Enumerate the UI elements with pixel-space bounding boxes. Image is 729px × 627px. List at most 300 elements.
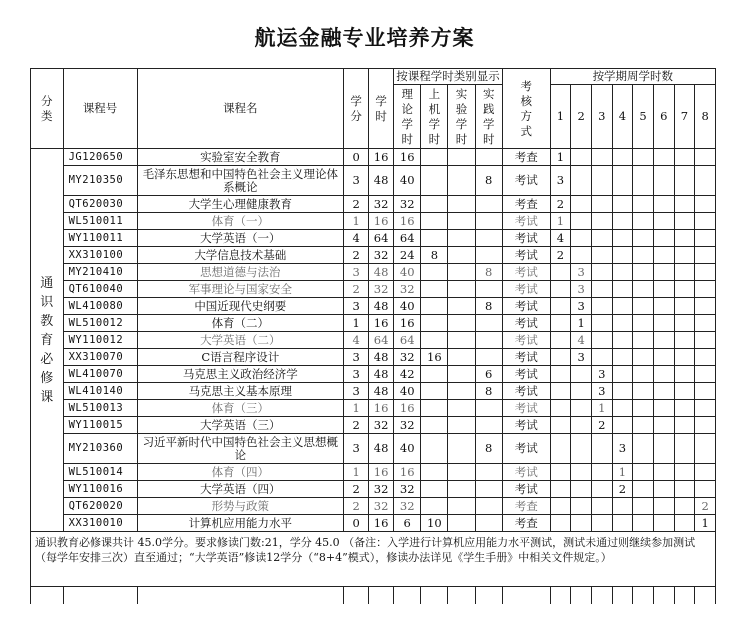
semester-2-hours xyxy=(571,498,592,515)
semester-2-hours: 4 xyxy=(571,332,592,349)
semester-2-hours xyxy=(571,464,592,481)
experiment-hours xyxy=(448,417,475,434)
theory-hours: 40 xyxy=(394,298,421,315)
computer-hours xyxy=(421,196,448,213)
course-name: 大学英语（一） xyxy=(137,230,344,247)
experiment-hours xyxy=(448,332,475,349)
semester-7-hours xyxy=(674,281,695,298)
assessment-method: 考试 xyxy=(502,281,550,298)
semester-8-hours xyxy=(695,481,716,498)
computer-hours: 16 xyxy=(421,349,448,366)
semester-8-hours: 1 xyxy=(695,515,716,532)
course-code: WY110016 xyxy=(63,481,137,498)
course-credit: 3 xyxy=(344,264,369,281)
course-name: 体育（四） xyxy=(137,464,344,481)
computer-hours xyxy=(421,481,448,498)
semester-5-hours xyxy=(633,366,654,383)
course-credit: 3 xyxy=(344,366,369,383)
cut-cell xyxy=(612,587,633,604)
semester-1-hours: 3 xyxy=(550,166,571,196)
header-semester-5: 5 xyxy=(633,85,654,149)
course-hours: 16 xyxy=(369,315,394,332)
table-row xyxy=(31,400,716,417)
course-hours: 32 xyxy=(369,281,394,298)
course-credit: 1 xyxy=(344,400,369,417)
category-label: 通 识 教 育 必 修 课 xyxy=(40,275,54,405)
course-credit: 1 xyxy=(344,315,369,332)
header-semester-2: 2 xyxy=(571,85,592,149)
assessment-method: 考试 xyxy=(502,298,550,315)
semester-3-hours xyxy=(591,281,612,298)
semester-7-hours xyxy=(674,230,695,247)
theory-hours: 16 xyxy=(394,315,421,332)
course-hours: 48 xyxy=(369,166,394,196)
assessment-method: 考试 xyxy=(502,417,550,434)
page-title: 航运金融专业培养方案 xyxy=(254,26,475,50)
semester-7-hours xyxy=(674,366,695,383)
table-row xyxy=(31,366,716,383)
semester-5-hours xyxy=(633,400,654,417)
course-hours: 48 xyxy=(369,298,394,315)
experiment-hours xyxy=(448,498,475,515)
summary-note: 通识教育必修课共计 45.0学分。要求修读门数:21，学分 45.0 （备注：入学进行计算机应用能力水平测试，测试未通过则继续参加测试（每学年安排三次）直至通过；“大学英语”修读12学分（“8+4”模式），修读办法详见《学生手册》中相关文件规定。） xyxy=(31,532,716,587)
course-credit: 3 xyxy=(344,434,369,464)
header-semester-7: 7 xyxy=(674,85,695,149)
semester-3-hours: 3 xyxy=(591,366,612,383)
semester-5-hours xyxy=(633,498,654,515)
cut-cell xyxy=(448,587,475,604)
course-credit: 2 xyxy=(344,481,369,498)
semester-8-hours xyxy=(695,213,716,230)
course-credit: 2 xyxy=(344,417,369,434)
experiment-hours xyxy=(448,315,475,332)
course-code: MY210350 xyxy=(63,166,137,196)
semester-8-hours xyxy=(695,383,716,400)
semester-4-hours xyxy=(612,383,633,400)
semester-5-hours xyxy=(633,383,654,400)
semester-4-hours xyxy=(612,196,633,213)
practice-hours xyxy=(475,400,502,417)
theory-hours: 64 xyxy=(394,230,421,247)
semester-5-hours xyxy=(633,464,654,481)
course-hours: 32 xyxy=(369,481,394,498)
computer-hours xyxy=(421,281,448,298)
assessment-method: 考试 xyxy=(502,400,550,417)
cut-cell xyxy=(591,587,612,604)
header-semester-group: 按学期周学时数 xyxy=(550,69,715,85)
semester-3-hours xyxy=(591,481,612,498)
semester-8-hours xyxy=(695,298,716,315)
table-row xyxy=(31,166,716,196)
theory-hours: 40 xyxy=(394,264,421,281)
semester-3-hours xyxy=(591,213,612,230)
semester-6-hours xyxy=(653,366,674,383)
semester-1-hours: 1 xyxy=(550,149,571,166)
practice-hours xyxy=(475,515,502,532)
semester-6-hours xyxy=(653,515,674,532)
course-credit: 2 xyxy=(344,247,369,264)
assessment-method: 考查 xyxy=(502,515,550,532)
semester-4-hours xyxy=(612,366,633,383)
course-code: QT620020 xyxy=(63,498,137,515)
semester-2-hours: 1 xyxy=(571,315,592,332)
practice-hours xyxy=(475,464,502,481)
course-credit: 1 xyxy=(344,464,369,481)
semester-1-hours xyxy=(550,481,571,498)
cut-cell xyxy=(421,587,448,604)
semester-6-hours xyxy=(653,196,674,213)
experiment-hours xyxy=(448,464,475,481)
course-code: WL410080 xyxy=(63,298,137,315)
semester-1-hours: 2 xyxy=(550,196,571,213)
semester-8-hours xyxy=(695,264,716,281)
semester-1-hours xyxy=(550,434,571,464)
semester-1-hours xyxy=(550,281,571,298)
cut-cell xyxy=(369,587,394,604)
semester-1-hours: 4 xyxy=(550,230,571,247)
practice-hours: 8 xyxy=(475,434,502,464)
semester-2-hours xyxy=(571,247,592,264)
semester-2-hours: 3 xyxy=(571,349,592,366)
semester-7-hours xyxy=(674,264,695,281)
computer-hours: 10 xyxy=(421,515,448,532)
semester-2-hours xyxy=(571,230,592,247)
computer-hours xyxy=(421,298,448,315)
semester-7-hours xyxy=(674,149,695,166)
semester-3-hours xyxy=(591,196,612,213)
table-row xyxy=(31,332,716,349)
semester-6-hours xyxy=(653,281,674,298)
semester-4-hours xyxy=(612,281,633,298)
course-name: 马克思主义政治经济学 xyxy=(137,366,344,383)
cut-cell xyxy=(137,587,344,604)
semester-5-hours xyxy=(633,515,654,532)
semester-1-hours xyxy=(550,515,571,532)
semester-7-hours xyxy=(674,498,695,515)
semester-8-hours xyxy=(695,332,716,349)
course-code: WL410140 xyxy=(63,383,137,400)
assessment-method: 考试 xyxy=(502,230,550,247)
semester-1-hours: 2 xyxy=(550,247,571,264)
summary-row xyxy=(31,532,716,587)
header-computer: 上 机 学 时 xyxy=(421,85,448,149)
semester-4-hours xyxy=(612,166,633,196)
semester-8-hours xyxy=(695,400,716,417)
theory-hours: 16 xyxy=(394,213,421,230)
semester-8-hours xyxy=(695,149,716,166)
experiment-hours xyxy=(448,481,475,498)
semester-8-hours xyxy=(695,281,716,298)
computer-hours xyxy=(421,498,448,515)
assessment-method: 考试 xyxy=(502,332,550,349)
assessment-method: 考查 xyxy=(502,196,550,213)
semester-7-hours xyxy=(674,464,695,481)
course-hours: 16 xyxy=(369,149,394,166)
semester-5-hours xyxy=(633,315,654,332)
course-name: 思想道德与法治 xyxy=(137,264,344,281)
computer-hours xyxy=(421,417,448,434)
assessment-method: 考试 xyxy=(502,213,550,230)
practice-hours xyxy=(475,498,502,515)
course-credit: 0 xyxy=(344,149,369,166)
semester-4-hours xyxy=(612,298,633,315)
assessment-method: 考试 xyxy=(502,264,550,281)
semester-7-hours xyxy=(674,349,695,366)
semester-4-hours xyxy=(612,515,633,532)
course-name: 大学生心理健康教育 xyxy=(137,196,344,213)
assessment-method: 考试 xyxy=(502,383,550,400)
semester-2-hours xyxy=(571,166,592,196)
theory-hours: 24 xyxy=(394,247,421,264)
practice-hours xyxy=(475,149,502,166)
semester-2-hours xyxy=(571,515,592,532)
theory-hours: 32 xyxy=(394,498,421,515)
assessment-method: 考试 xyxy=(502,247,550,264)
semester-1-hours xyxy=(550,264,571,281)
course-code: MY210410 xyxy=(63,264,137,281)
header-experiment: 实 验 学 时 xyxy=(448,85,475,149)
table-row xyxy=(31,213,716,230)
course-credit: 3 xyxy=(344,298,369,315)
assessment-method: 考试 xyxy=(502,166,550,196)
table-row xyxy=(31,281,716,298)
header-semester-3: 3 xyxy=(591,85,612,149)
experiment-hours xyxy=(448,383,475,400)
semester-1-hours xyxy=(550,349,571,366)
course-name: 计算机应用能力水平 xyxy=(137,515,344,532)
semester-5-hours xyxy=(633,349,654,366)
header-name: 课程名 xyxy=(137,69,344,149)
course-credit: 4 xyxy=(344,332,369,349)
course-hours: 48 xyxy=(369,383,394,400)
course-name: 大学英语（三） xyxy=(137,417,344,434)
semester-1-hours xyxy=(550,417,571,434)
semester-3-hours xyxy=(591,166,612,196)
semester-7-hours xyxy=(674,515,695,532)
header-code: 课程号 xyxy=(63,69,137,149)
computer-hours xyxy=(421,230,448,247)
semester-2-hours xyxy=(571,434,592,464)
semester-5-hours xyxy=(633,247,654,264)
course-name: 大学英语（二） xyxy=(137,332,344,349)
course-name: 体育（二） xyxy=(137,315,344,332)
semester-3-hours: 1 xyxy=(591,400,612,417)
cut-cell xyxy=(502,587,550,604)
semester-8-hours xyxy=(695,464,716,481)
course-hours: 48 xyxy=(369,349,394,366)
course-hours: 16 xyxy=(369,464,394,481)
course-hours: 32 xyxy=(369,196,394,213)
course-code: WL510013 xyxy=(63,400,137,417)
course-code: XX310010 xyxy=(63,515,137,532)
header-credit: 学 分 xyxy=(344,69,369,149)
experiment-hours xyxy=(448,230,475,247)
computer-hours xyxy=(421,366,448,383)
course-name: 体育（三） xyxy=(137,400,344,417)
table-row xyxy=(31,298,716,315)
semester-8-hours xyxy=(695,196,716,213)
course-hours: 16 xyxy=(369,213,394,230)
table-row xyxy=(31,515,716,532)
semester-1-hours xyxy=(550,464,571,481)
practice-hours xyxy=(475,332,502,349)
course-credit: 4 xyxy=(344,230,369,247)
theory-hours: 32 xyxy=(394,417,421,434)
semester-1-hours xyxy=(550,315,571,332)
assessment-method: 考试 xyxy=(502,315,550,332)
semester-6-hours xyxy=(653,349,674,366)
header-hours: 学 时 xyxy=(369,69,394,149)
course-hours: 32 xyxy=(369,247,394,264)
experiment-hours xyxy=(448,281,475,298)
course-credit: 3 xyxy=(344,383,369,400)
computer-hours xyxy=(421,464,448,481)
semester-1-hours xyxy=(550,366,571,383)
semester-6-hours xyxy=(653,400,674,417)
cut-cell xyxy=(475,587,502,604)
practice-hours xyxy=(475,213,502,230)
semester-5-hours xyxy=(633,166,654,196)
semester-7-hours xyxy=(674,400,695,417)
semester-8-hours xyxy=(695,315,716,332)
semester-6-hours xyxy=(653,166,674,196)
cut-cell xyxy=(695,587,716,604)
course-code: WY110011 xyxy=(63,230,137,247)
semester-7-hours xyxy=(674,481,695,498)
course-credit: 2 xyxy=(344,196,369,213)
semester-7-hours xyxy=(674,166,695,196)
table-row xyxy=(31,230,716,247)
semester-1-hours xyxy=(550,498,571,515)
semester-6-hours xyxy=(653,213,674,230)
course-code: XX310070 xyxy=(63,349,137,366)
semester-5-hours xyxy=(633,481,654,498)
course-name: 军事理论与国家安全 xyxy=(137,281,344,298)
semester-4-hours xyxy=(612,230,633,247)
semester-5-hours xyxy=(633,196,654,213)
practice-hours xyxy=(475,196,502,213)
practice-hours xyxy=(475,247,502,264)
experiment-hours xyxy=(448,400,475,417)
table-row xyxy=(31,464,716,481)
experiment-hours xyxy=(448,213,475,230)
theory-hours: 16 xyxy=(394,464,421,481)
table-row xyxy=(31,315,716,332)
semester-3-hours xyxy=(591,298,612,315)
semester-5-hours xyxy=(633,213,654,230)
practice-hours xyxy=(475,481,502,498)
semester-8-hours xyxy=(695,349,716,366)
course-code: QT610040 xyxy=(63,281,137,298)
course-credit: 2 xyxy=(344,498,369,515)
course-hours: 48 xyxy=(369,434,394,464)
experiment-hours xyxy=(448,515,475,532)
semester-4-hours xyxy=(612,315,633,332)
theory-hours: 40 xyxy=(394,166,421,196)
semester-2-hours xyxy=(571,366,592,383)
semester-7-hours xyxy=(674,434,695,464)
table-row xyxy=(31,196,716,213)
computer-hours xyxy=(421,400,448,417)
semester-5-hours xyxy=(633,332,654,349)
cut-cell xyxy=(653,587,674,604)
course-hours: 64 xyxy=(369,332,394,349)
semester-3-hours: 3 xyxy=(591,383,612,400)
semester-5-hours xyxy=(633,281,654,298)
semester-8-hours xyxy=(695,417,716,434)
semester-3-hours xyxy=(591,349,612,366)
header-category: 分 类 xyxy=(31,69,64,149)
practice-hours: 8 xyxy=(475,298,502,315)
semester-1-hours xyxy=(550,383,571,400)
semester-4-hours: 3 xyxy=(612,434,633,464)
next-section-row xyxy=(31,587,716,604)
category-cell xyxy=(31,149,64,532)
theory-hours: 32 xyxy=(394,196,421,213)
experiment-hours xyxy=(448,366,475,383)
assessment-method: 考试 xyxy=(502,481,550,498)
semester-3-hours xyxy=(591,434,612,464)
semester-4-hours xyxy=(612,332,633,349)
course-code: WL510012 xyxy=(63,315,137,332)
cut-cell xyxy=(394,587,421,604)
theory-hours: 42 xyxy=(394,366,421,383)
practice-hours: 8 xyxy=(475,166,502,196)
course-code: WL410070 xyxy=(63,366,137,383)
experiment-hours xyxy=(448,149,475,166)
computer-hours xyxy=(421,383,448,400)
semester-3-hours xyxy=(591,332,612,349)
semester-6-hours xyxy=(653,464,674,481)
semester-5-hours xyxy=(633,298,654,315)
assessment-method: 考试 xyxy=(502,366,550,383)
semester-3-hours xyxy=(591,264,612,281)
theory-hours: 32 xyxy=(394,281,421,298)
cut-cell xyxy=(550,587,571,604)
cut-cell xyxy=(344,587,369,604)
experiment-hours xyxy=(448,166,475,196)
semester-7-hours xyxy=(674,298,695,315)
semester-5-hours xyxy=(633,417,654,434)
course-code: QT620030 xyxy=(63,196,137,213)
semester-7-hours xyxy=(674,247,695,264)
experiment-hours xyxy=(448,264,475,281)
course-name: 毛泽东思想和中国特色社会主义理论体系概论 xyxy=(137,166,344,196)
course-code: XX310100 xyxy=(63,247,137,264)
semester-6-hours xyxy=(653,417,674,434)
assessment-method: 考试 xyxy=(502,349,550,366)
course-code: MY210360 xyxy=(63,434,137,464)
header-semester-6: 6 xyxy=(653,85,674,149)
table-row xyxy=(31,417,716,434)
semester-2-hours xyxy=(571,400,592,417)
theory-hours: 6 xyxy=(394,515,421,532)
semester-5-hours xyxy=(633,149,654,166)
course-code: WL510014 xyxy=(63,464,137,481)
semester-2-hours xyxy=(571,149,592,166)
semester-7-hours xyxy=(674,332,695,349)
semester-2-hours xyxy=(571,417,592,434)
header-semester-1: 1 xyxy=(550,85,571,149)
semester-4-hours xyxy=(612,247,633,264)
course-credit: 3 xyxy=(344,349,369,366)
practice-hours: 8 xyxy=(475,383,502,400)
theory-hours: 40 xyxy=(394,434,421,464)
computer-hours: 8 xyxy=(421,247,448,264)
semester-3-hours xyxy=(591,515,612,532)
semester-4-hours xyxy=(612,149,633,166)
semester-1-hours xyxy=(550,400,571,417)
